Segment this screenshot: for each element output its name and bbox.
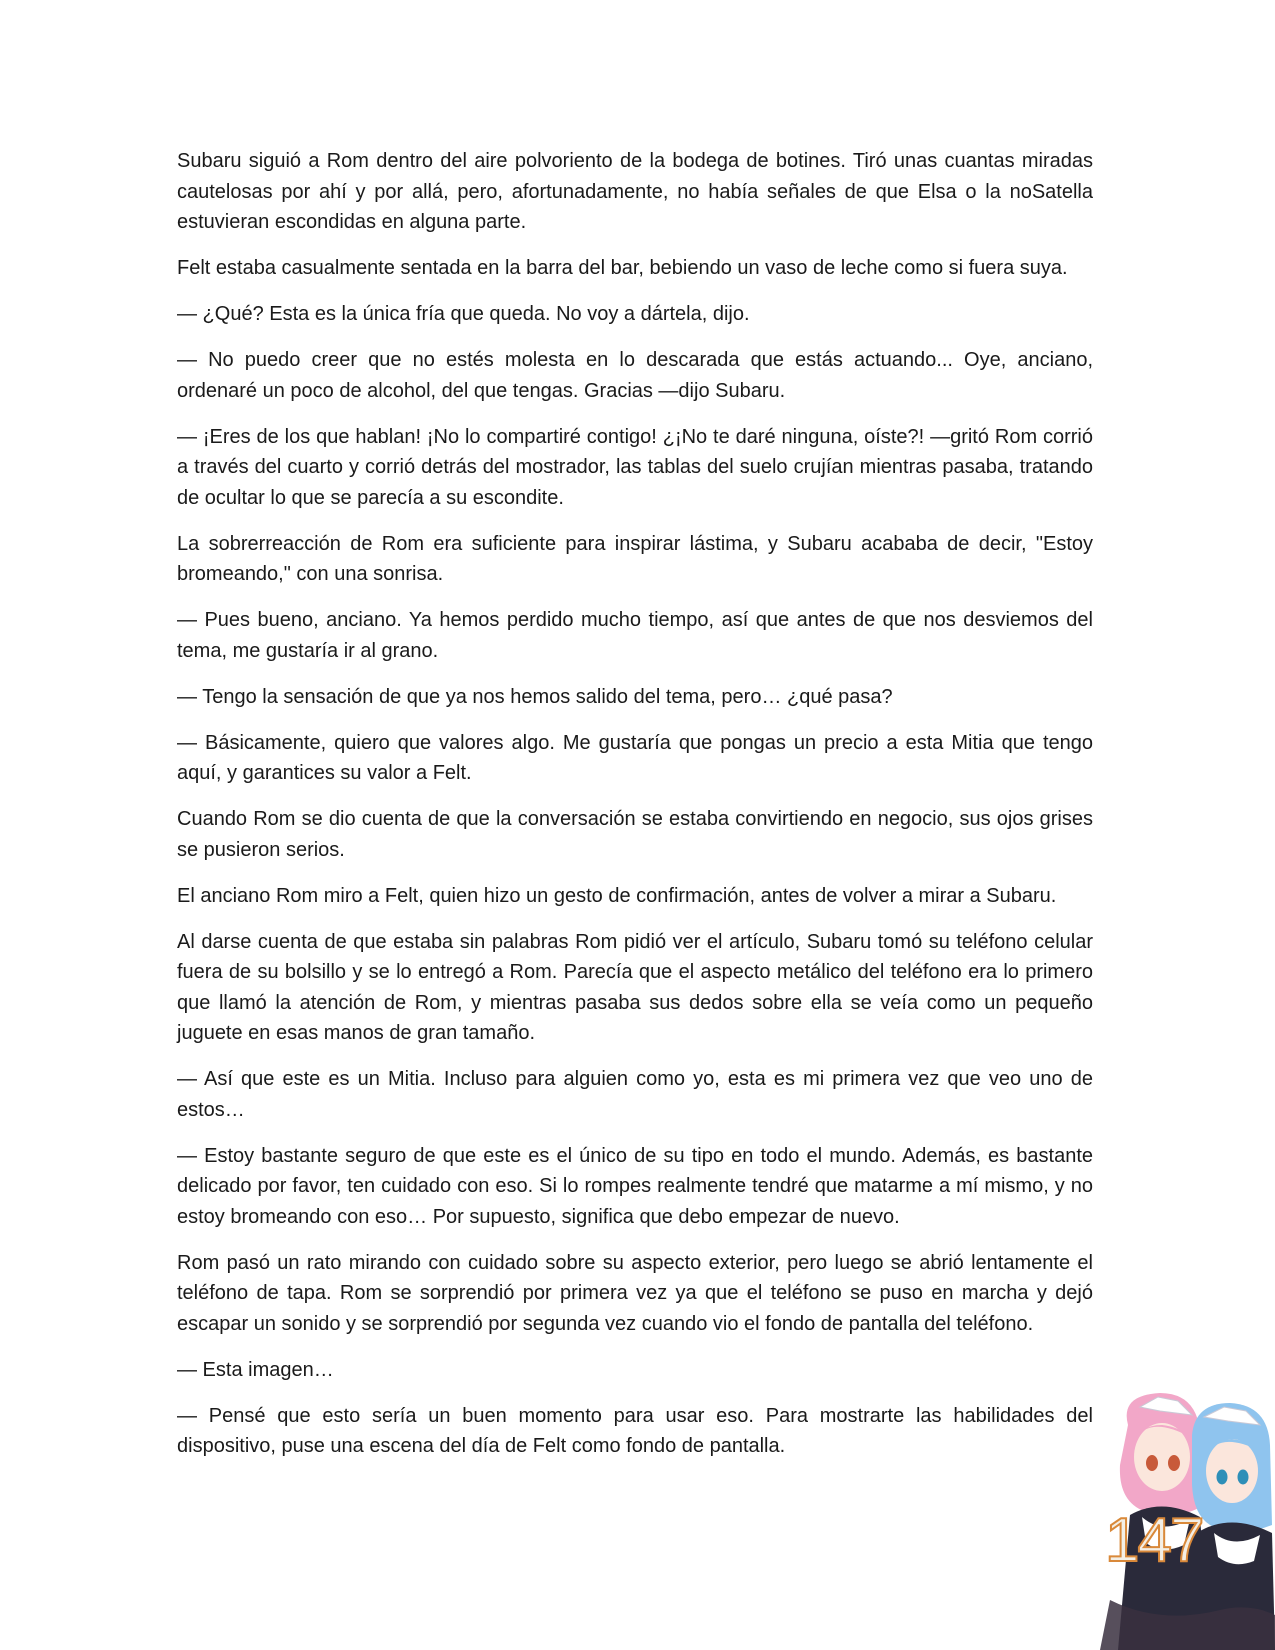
paragraph: — ¿Qué? Esta es la única fría que queda. No voy a dártela, dijo. — [177, 303, 750, 325]
page-number: 147 — [1105, 1506, 1203, 1575]
paragraph: Cuando Rom se dio cuenta de que la conversación se estaba convirtiendo en negocio, sus ojos grises se pusieron serios. — [177, 808, 1093, 861]
paragraph: — Así que este es un Mitia. Incluso para alguien como yo, esta es mi primera vez que veo uno de estos… — [177, 1068, 1093, 1121]
paragraph: El anciano Rom miro a Felt, quien hizo un gesto de confirmación, antes de volver a mirar a Subaru. — [177, 884, 1057, 907]
paragraph: Felt estaba casualmente sentada en la barra del bar, bebiendo un vaso de leche como si fuera suya. — [177, 257, 1068, 279]
paragraph: — Pues bueno, anciano. Ya hemos perdido mucho tiempo, así que antes de que nos desviemos del tema, me gustaría ir al grano. — [177, 609, 1093, 662]
paragraph: — Esta imagen… — [177, 1358, 334, 1381]
paragraph: — Estoy bastante seguro de que este es el único de su tipo en todo el mundo. Además, es bastante delicado por favor, ten cuidado con eso. Si lo rompes realmente tendré que matarme a mí mismo, y no estoy bromeando con eso… Por supuesto, significa que debo empezar de nuevo. — [177, 1144, 1093, 1228]
paragraph: — Básicamente, quiero que valores algo. Me gustaría que pongas un precio a esta Mitia que tengo aquí, y garantices su valor a Felt. — [177, 731, 1093, 784]
body-text — [177, 146, 1093, 1477]
paragraph: — ¡Eres de los que hablan! ¡No lo compartiré contigo! ¿¡No te daré ninguna, oíste?! —gritó Rom corrió a través del cuarto y corrió detrás del mostrador, las tablas del suelo crujían mientras pasaba, tratando de ocultar lo que se parecía a su escondite. — [177, 425, 1093, 509]
paragraph: Rom pasó un rato mirando con cuidado sobre su aspecto exterior, pero luego se abrió lentamente el teléfono de tapa. Rom se sorprendió por primera vez ya que el teléfono se puso en marcha y dejó escapar un sonido y se sorprendió por segunda vez cuando vio el fondo de pantalla del teléfono. — [177, 1251, 1093, 1335]
paragraph: — Pensé que esto sería un buen momento para usar eso. Para mostrarte las habilidades del dispositivo, puse una escena del día de Felt como fondo de pantalla. — [177, 1404, 1093, 1457]
paragraph: Subaru siguió a Rom dentro del aire polvoriento de la bodega de botines. Tiró unas cuantas miradas cautelosas por ahí y por allá, pero, afortunadamente, no había señales de que Elsa o la noSatella estuvieran escondidas en alguna parte. — [177, 150, 1093, 233]
paragraph: La sobrerreacción de Rom era suficiente para inspirar lástima, y Subaru acababa de decir, "Estoy bromeando," con una sonrisa. — [177, 532, 1093, 585]
paragraph: Al darse cuenta de que estaba sin palabras Rom pidió ver el artículo, Subaru tomó su teléfono celular fuera de su bolsillo y se lo entregó a Rom. Parecía que el aspecto metálico del teléfono era lo primero que llamó la atención de Rom, y mientras pasaba sus dedos sobre ella se veía como un pequeño juguete en esas manos de gran tamaño. — [177, 930, 1093, 1044]
paragraph: — Tengo la sensación de que ya nos hemos salido del tema, pero… ¿qué pasa? — [177, 685, 893, 708]
paragraph: — No puedo creer que no estés molesta en lo descarada que estás actuando... Oye, anciano, ordenaré un poco de alcohol, del que tengas. Gracias —dijo Subaru. — [177, 349, 1093, 402]
